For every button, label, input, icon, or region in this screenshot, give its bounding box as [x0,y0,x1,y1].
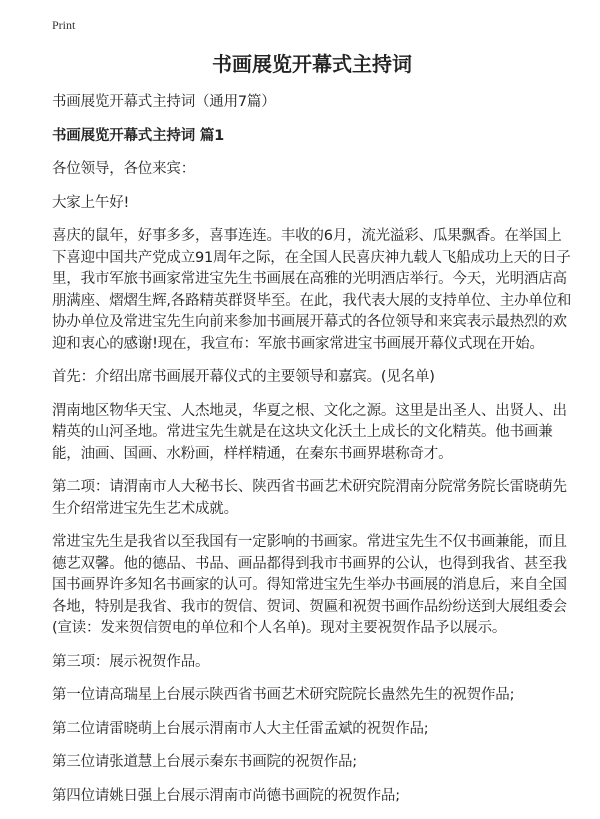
document-title: 书画展览开幕式主持词 [212,52,412,76]
paragraph: 第一位请高瑞星上台展示陕西省书画艺术研究院院长蛊然先生的祝贺作品; [52,687,515,703]
paragraph: 第二项：请渭南市人大秘书长、陕西省书画艺术研究院渭南分院常务院长雷晓萌先生介绍常进宝先生艺术成就。 [52,479,567,517]
paragraph: 第三位请张道慧上台展示秦东书画院的祝贺作品; [52,754,357,770]
paragraph: 首先：介绍出席书画展开幕仪式的主要领导和嘉宾。(见名单) [52,369,435,385]
print-link[interactable]: Print [52,18,76,32]
paragraph: 书画展览开幕式主持词（通用7篇） [52,94,276,110]
paragraph: 第四位请姚日强上台展示渭南市尚德书画院的祝贺作品; [52,787,400,804]
section-heading: 书画展览开幕式主持词 篇1 [52,127,225,144]
paragraph: 各位领导，各位来宾： [52,161,195,177]
paragraph: 渭南地区物华天宝、人杰地灵，华夏之根、文化之源。这里是出圣人、出贤人、出精英的山河圣地。常进宝先生就是在这块文化沃土上成长的文化精英。他书画兼能，油画、国画、水粉画，样样精通，在秦东书画界堪称奇才。 [52,402,567,462]
paragraphs [52,92,572,807]
paragraph: 第二位请雷晓萌上台展示渭南市人大主任雷孟斌的祝贺作品; [52,720,429,737]
paragraph: 第三项：展示祝贺作品。 [52,653,210,670]
document-body [52,50,572,819]
paragraph: 常进宝先生是我省以至我国有一定影响的书画家。常进宝先生不仅书画兼能，而且德艺双馨。他的德品、书品、画品都得到我市书画界的公认，也得到我省、甚至我国书画界许多知名书画家的认可。得知常进宝先生举办书画展的消息后，来自全国各地，特别是我省、我市的贺信、贺词、贺匾和祝贺书画作品纷纷送到大展组委会(宣读：发来贺信贺电的单位和个人名单)。现对主要祝贺作品予以展示。 [52,534,567,636]
paragraph: 大家上午好! [52,194,130,211]
paragraph: 喜庆的鼠年，好事多多，喜事连连。丰收的6月，流光溢彩、瓜果飘香。在举国上下喜迎中国共产党成立91周年之际，在全国人民喜庆神九载人飞船成功上天的日子里，我市军旅书画家常进宝先生书画展在高雅的光明酒店举行。今天，光明酒店高朋满座、熠熠生辉,各路精英群贤毕至。在此，我代表大展的支持单位、主办单位和协办单位及常进宝先生向前来参加书画展开幕式的各位领导和来宾表示最热烈的欢迎和衷心的感谢!现在，我宣布：军旅书画家常进宝书画展开幕仪式现在开始。 [52,228,572,352]
